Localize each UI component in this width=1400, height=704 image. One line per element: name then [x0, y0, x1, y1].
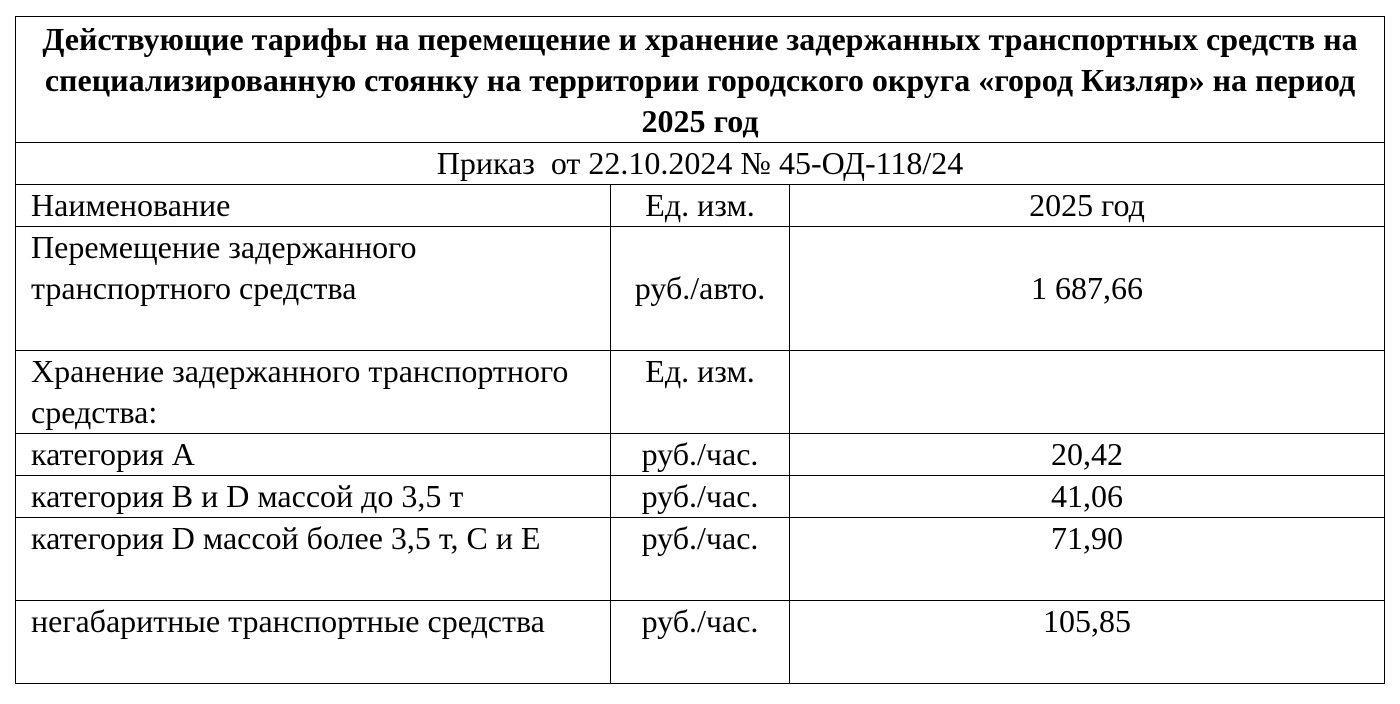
row-unit: руб./авто.	[611, 227, 790, 351]
row-name: негабаритные транспортные средства	[16, 601, 611, 684]
row-name: категория D массой более 3,5 т, С и Е	[16, 518, 611, 601]
header-row	[16, 185, 1385, 227]
title-row	[16, 17, 1385, 143]
row-name: Хранение задержанного транспортного средства:	[16, 351, 611, 434]
row-value: 41,06	[790, 476, 1385, 518]
table-row	[16, 476, 1385, 518]
row-value: 20,42	[790, 434, 1385, 476]
row-name: Перемещение задержанного транспортного средства	[16, 227, 611, 351]
row-unit: руб./час.	[611, 434, 790, 476]
document-title: Действующие тарифы на перемещение и хранение задержанных транспортных средств на специализированную стоянку на территории городского округа «город Кизляр» на период 2025 год	[16, 17, 1385, 143]
row-value: 105,85	[790, 601, 1385, 684]
table-row	[16, 434, 1385, 476]
header-unit: Ед. изм.	[611, 185, 790, 227]
table-row	[16, 601, 1385, 684]
table-row	[16, 351, 1385, 434]
row-name: категория В и D массой до 3,5 т	[16, 476, 611, 518]
row-value	[790, 351, 1385, 434]
row-unit: руб./час.	[611, 601, 790, 684]
row-value: 71,90	[790, 518, 1385, 601]
row-unit: Ед. изм.	[611, 351, 790, 434]
order-row	[16, 143, 1385, 185]
row-unit: руб./час.	[611, 518, 790, 601]
tariffs-table	[15, 16, 1385, 684]
table-row	[16, 227, 1385, 351]
order-reference: Приказ от 22.10.2024 № 45-ОД-118/24	[16, 143, 1385, 185]
header-year: 2025 год	[790, 185, 1385, 227]
header-name: Наименование	[16, 185, 611, 227]
table-row	[16, 518, 1385, 601]
row-unit: руб./час.	[611, 476, 790, 518]
row-name: категория А	[16, 434, 611, 476]
row-value: 1 687,66	[790, 227, 1385, 351]
